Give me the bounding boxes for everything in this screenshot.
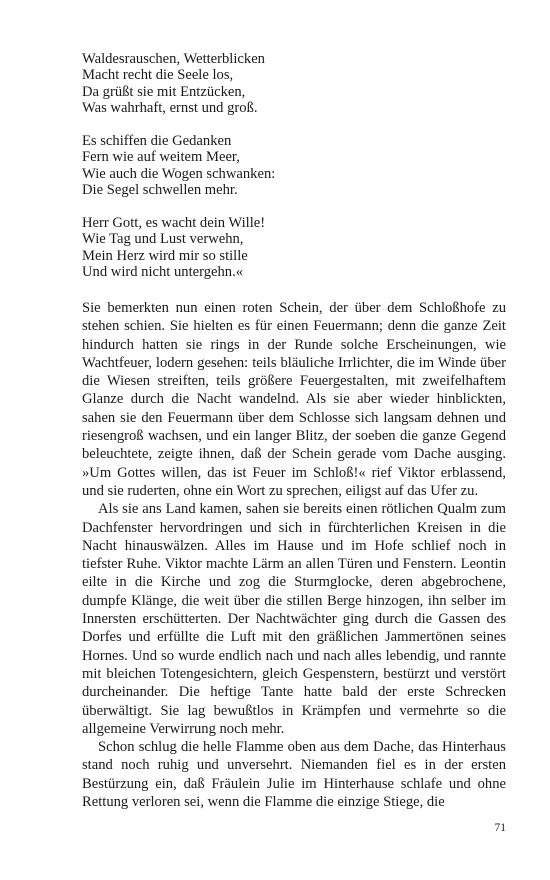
poem-stanza xyxy=(82,215,502,281)
paragraph: Sie bemerkten nun einen roten Schein, der über dem Schloßhofe zu stehen schien. Sie hielten es für einen Feuermann; denn die ganze Zeit hindurch hatten sie rings in der Runde solche Erscheinungen, wie Wachtfeuer, lodern gesehen: teils bläuliche Irrlichter, die im Winde über die Wiesen streiften, teils größere Feuergestalten, mit zweifelhaftem Glanze durch die Nacht wandelnd. Als sie aber wieder hinblickten, sahen sie den Feuermann über dem Schlosse sich langsam dehnen und riesengroß wachsen, und ein langer Blitz, der soeben die ganze Gegend beleuchtete, zeigte ihnen, daß der Schein gerade vom Dache ausging. »Um Gottes willen, das ist Feuer im Schloß!« rief Viktor erblassend, und sie ruderten, ohne ein Wort zu sprechen, eiligst auf das Ufer zu. xyxy=(82,300,506,499)
poem-line: Fern wie auf weitem Meer, xyxy=(82,149,240,166)
poem-stanza xyxy=(82,51,502,117)
poem xyxy=(82,51,502,297)
poem-line: Herr Gott, es wacht dein Wille! xyxy=(82,215,266,232)
poem-stanza xyxy=(82,133,502,199)
poem-line: Da grüßt sie mit Entzücken, xyxy=(82,83,246,100)
poem-line: Macht recht die Seele los, xyxy=(82,67,234,84)
paragraph: Schon schlug die helle Flamme oben aus dem Dache, das Hinterhaus stand noch ruhig und unversehrt. Niemanden fiel es in der ersten Bestürzung ein, daß Fräulein Julie im Hinterhause schlafe und ohne Rettung verloren sei, wenn die Flamme die einzige Stiege, die xyxy=(82,739,506,811)
poem-line: Was wahrhaft, ernst und groß. xyxy=(82,100,258,117)
poem-line: Es schiffen die Gedanken xyxy=(82,133,232,150)
paragraph: Als sie ans Land kamen, sahen sie bereits einen rötlichen Qualm zum Dachfenster hervordringen und sich in fürchterlichen Kreisen in die Nacht hinauswälzen. Alles im Hause und im Hofe schlief noch in tiefster Ruhe. Viktor machte Lärm an allen Türen und Fenstern. Leontin eilte in die Kirche und zog die Sturmglocke, deren abgebrochene, dumpfe Klänge, die weit über die stillen Berge hinzogen, ihn selber im Innersten erschütterten. Der Nachtwächter ging durch die Gassen des Dorfes und erfüllte die Luft mit den gräßlichen Jammertönen seines Hornes. Und so wurde endlich nach und nach alles lebendig, und rannte mit bleichen Totengesichtern, gleich Gespenstern, bestürzt und verstört durcheinander. Die heftige Tante hatte bald der erste Schrecken überwältigt. Sie lag bewußtlos in Krämpfen und vermehrte so die allgemeine Verwirrung noch mehr. xyxy=(82,501,506,737)
prose-body xyxy=(82,299,506,811)
poem-line: Wie Tag und Lust verwehn, xyxy=(82,231,244,248)
poem-line: Und wird nicht untergehn.« xyxy=(82,264,244,281)
poem-line: Mein Herz wird mir so stille xyxy=(82,247,248,264)
page-number: 71 xyxy=(494,822,506,834)
poem-line: Wie auch die Wogen schwanken: xyxy=(82,165,276,182)
poem-line: Waldesrauschen, Wetterblicken xyxy=(82,51,265,67)
poem-line: Die Segel schwellen mehr. xyxy=(82,182,238,199)
